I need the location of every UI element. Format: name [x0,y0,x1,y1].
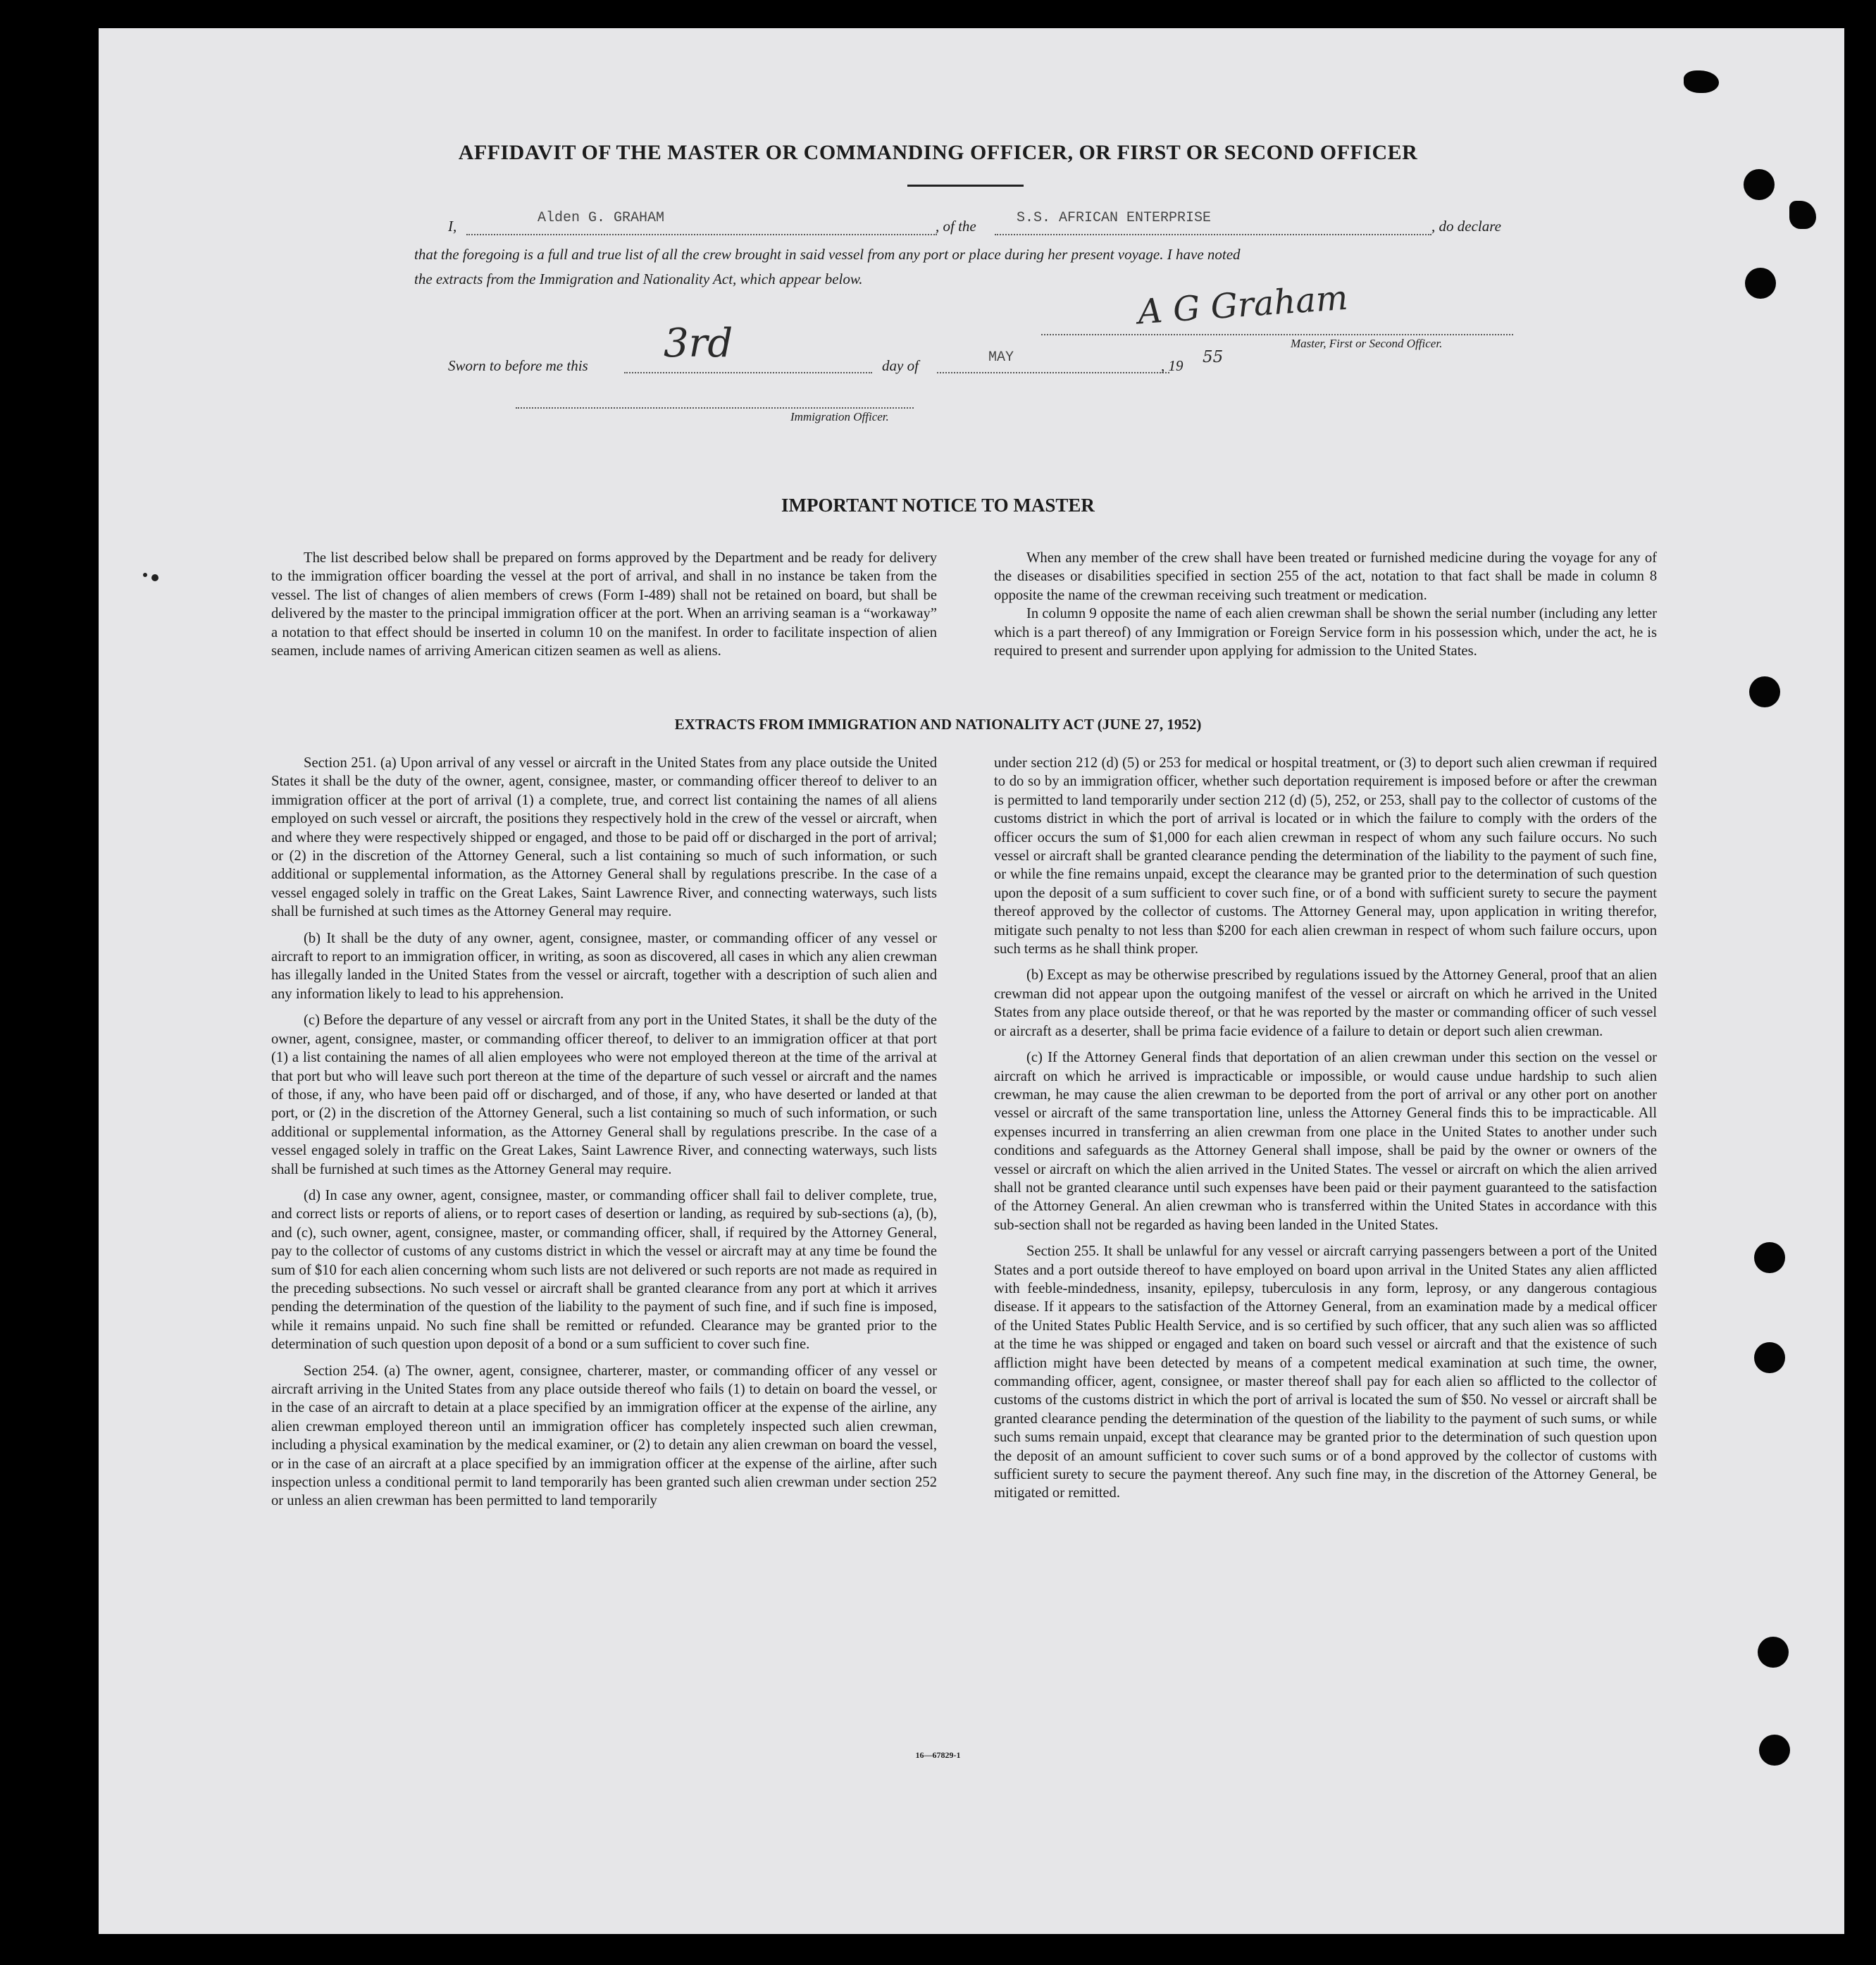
signature-caption: Master, First or Second Officer. [1291,337,1443,350]
punch-hole [1744,169,1775,200]
speck [143,573,147,577]
master-signature: A G Graham [1136,278,1350,333]
of-the-label: , of the [936,218,976,235]
section-251-c: (c) Before the departure of any vessel or aircraft from any port in the United States, it shall be the duty of the owner, agent, consignee, master, or commanding officer thereof, to deliver to an immigration officer at that port (1) a list containing the names of all alien employees who were not employed thereon at the time of the arrival at that port but who will leave such port thereon at the time of the departure of such vessel or aircraft and the names of those, if any, who have been paid off or discharged, and of those, if any, who have deserted or landed at that port, or (2) in the discretion of the Attorney General, such a list containing so much of such information, or such additional or supplemental information, as the Attorney General shall by regulations prescribe. In the case of a vessel engaged solely in traffic on the Great Lakes, Saint Lawrence River, and connecting waterways, such lists shall be furnished at such times as the Attorney General may require. [271,1012,937,1177]
vessel-name: S.S. AFRICAN ENTERPRISE [1017,210,1212,226]
punch-hole [1749,676,1780,707]
speck [151,574,159,581]
form-code: 16—67829-1 [915,1750,961,1760]
master-name: Alden G. GRAHAM [538,210,665,226]
notice-right-text-2: In column 9 opposite the name of each alien crewman shall be shown the serial number (including any letter which is a part thereof) of any Immigration or Foreign Service form in his possession which, under the act, he is required to present and surrender upon applying for admission to the United States. [994,606,1657,659]
declaration-line-2: that the foregoing is a full and true list of all the crew brought in said vessel from any port or place during her present voyage. I have noted [414,246,1241,263]
notice-right-column [994,549,1657,660]
declaration-line-3: the extracts from the Immigration and Nationality Act, which appear below. [414,271,863,287]
extracts-right-column [994,754,1657,1503]
section-254-b: (b) Except as may be otherwise prescribed by regulations issued by the Attorney General, proof that an alien crewman did not appear upon the outgoing manifest of the vessel or aircraft on which he arrived in the United States from any place outside thereof, or that he was reported by the master or commanding officer of such vessel or aircraft as a deserter, shall be prima facie evidence of a failure to detain or deport such alien crewman. [994,967,1657,1039]
notice-right-text-1: When any member of the crew shall have been treated or furnished medicine during the voyage for any of the diseases or disabilities specified in section 255 of the act, notation to that fact shall be made in column 8 opposite the name of the crewman receiving such treatment or medication. [994,550,1657,603]
section-254-a-continued: under section 212 (d) (5) or 253 for medical or hospital treatment, or (3) to deport such alien crewman if required to do so by an immigration officer, whether such deportation requirement is imposed before or after the crewman is permitted to land temporarily under section 212 (d) (5), 252, or 253, shall pay to the collector of customs of the customs district in which the port of arrival is located or in which the failure to comply with the orders of the officer occurs the sum of $1,000 for each alien crewman in respect of whom any such failure occurs. No such vessel or aircraft shall be granted clearance pending the determination of the liability to the payment of such fine, or while the fine remains unpaid, except the clearance may be granted prior to the determination of such question upon the deposit of a sum sufficient to cover such fine, or of a bond with sufficient surety to secure the payment thereof approved by the collector of customs. The Attorney General may, upon application in writing therefor, mitigate such penalty to not less than $200 for each alien crewman in respect of whom such failure occurs, upon such terms as he shall think proper. [994,755,1657,957]
sworn-day: 3rd [664,321,733,366]
section-254-c: (c) If the Attorney General finds that deportation of an alien crewman under this section on the vessel or aircraft on which he arrived is impracticable or impossible, or would cause undue hardship to such alien crewman, he may cause the alien crewman to be deported from the port of arrival or any other port on another vessel or aircraft of the same transportation line, unless the Attorney General finds this to be impracticable. All expenses incurred in transferring an alien crewman from one place in the United States to another under such conditions and safeguards as the Attorney General shall impose, shall be paid by the owner or owners of the vessel or aircraft on which the alien arrived in the United States. The vessel or aircraft on which the alien arrived shall not be granted clearance until such expenses have been paid or their payment guaranteed to the satisfaction of the Attorney General. An alien crewman who is transferred within the United States in accordance with this sub-section shall not be regarded as having been landed in the United States. [994,1050,1657,1233]
sworn-day-line [624,372,872,373]
section-254-a: Section 254. (a) The owner, agent, consignee, charterer, master, or commanding officer of any vessel or aircraft arriving in the United States from any place outside thereof who fails (1) to detain on board the vessel, or in the case of an aircraft to detain at a place specified by an immigration officer at the expense of the airline, any alien crewman employed thereon until an immigration officer has completely inspected such alien crewman, including a physical examination by the medical examiner, or (2) to detain any alien crewman on board the vessel, or in the case of an aircraft at a place specified by an immigration officer at the expense of the airline, after such inspection unless a conditional permit to land temporarily has been granted such alien crewman under section 252 or unless an alien crewman has been permitted to land temporarily [271,1363,937,1509]
extracts-heading: EXTRACTS FROM IMMIGRATION AND NATIONALITY ACT (JUNE 27, 1952) [674,716,1202,733]
i-label: I, [448,218,457,235]
torn-mark [1684,70,1719,93]
section-251-b: (b) It shall be the duty of any owner, agent, consignee, master, or commanding officer of any vessel or aircraft to report to an immigration officer, in writing, as soon as discovered, all cases in which any alien crewman has illegally landed in the United States from the vessel or aircraft, together with a description of such alien and any information likely to lead to his apprehension. [271,930,937,1002]
sworn-year: 55 [1203,348,1224,366]
section-251-d: (d) In case any owner, agent, consignee, master, or commanding officer shall fail to deliver complete, true, and correct lists or reports of aliens, or to report cases of desertion or landing, as required by sub-sections (a), (b), and (c), such owner, agent, consignee, master, or commanding officer, shall, if required by the Attorney General, pay to the collector of customs of any customs district in which the vessel or aircraft may at any time be found the sum of $10 for each alien concerning whom such lists are not delivered or such reports are not made as required in the preceding subsections. No such vessel or aircraft shall be granted clearance from any port at which it arrives pending the determination of the question of the liability to the payment of such fine, and if such fine is imposed, while it remains unpaid. No such fine shall be remitted or refunded. Clearance may be granted prior to the determination of such question upon deposit of a bond or a sum sufficient to cover such fine. [271,1187,937,1353]
punch-hole [1745,268,1776,299]
year-prefix: , 19 [1161,357,1184,374]
sworn-label: Sworn to before me this [448,357,588,374]
section-251-a: Section 251. (a) Upon arrival of any vessel or aircraft in the United States from any place outside the United States it shall be the duty of the owner, agent, consignee, master, or commanding officer thereof to deliver to an immigration officer at the port of arrival (1) a complete, true, and correct list containing the names of all aliens employed on such vessel or aircraft, the positions they respectively hold in the crew of the vessel or aircraft, when and where they were respectively shipped or engaged, and those to be paid off or discharged in the port of arrival; or (2) in the discretion of the Attorney General, such a list containing so much of such information, or such additional or supplemental information, as the Attorney General shall by regulations prescribe. In the case of a vessel engaged solely in traffic on the Great Lakes, Saint Lawrence River, and connecting waterways, such lists shall be furnished at such times as the Attorney General may require. [271,755,937,920]
punch-hole [1754,1242,1785,1273]
title-rule [907,185,1024,187]
section-255: Section 255. It shall be unlawful for any vessel or aircraft carrying passengers between a port of the United States and a port outside thereof to have employed on board upon arrival in the United States any alien afflicted with feeble-mindedness, insanity, epilepsy, tuberculosis in any form, leprosy, or any dangerous contagious disease. If it appears to the satisfaction of the Attorney General, from an examination made by a medical officer of the United States Public Health Service, and is so certified by such officer, that any such alien was so afflicted at the time he was shipped or engaged and taken on board such vessel or aircraft and that the existence of such affliction might have been detected by means of a competent medical examination at such time, the owner, commanding officer, agent, consignee, or master thereof shall pay for each alien so afflicted to the collector of customs of the customs district in which the port of arrival is located the sum of $50. No vessel or aircraft shall be granted clearance pending the determination of the question of the liability to the payment of such sums, or while such sums remain unpaid, except that clearance may be granted prior to the determination of such question upon the deposit of an amount sufficient to cover such sums or of a bond approved by the collector of customs with sufficient surety to secure the payment thereof. Any such fine may, in the discretion of the Attorney General, be mitigated or remitted. [994,1244,1657,1501]
name-line [466,234,937,235]
sworn-month: MAY [988,349,1014,366]
declare-label: , do declare [1431,218,1501,235]
vessel-line [995,234,1431,235]
notice-heading: IMPORTANT NOTICE TO MASTER [781,495,1095,516]
punch-hole [1758,1637,1789,1668]
officer-signature-line [516,407,914,409]
month-line [937,372,1169,373]
notice-left-column [271,549,937,660]
day-of-label: day of [882,357,919,374]
signature-line [1041,334,1513,335]
affidavit-title: AFFIDAVIT OF THE MASTER OR COMMANDING OFFICER, OR FIRST OR SECOND OFFICER [458,141,1418,164]
extracts-left-column [271,754,937,1511]
notice-left-text: The list described below shall be prepared on forms approved by the Department and be ready for delivery to the immigration officer boarding the vessel at the port of arrival, and shall in no instance be taken from the vessel. The list of changes of alien members of crews (Form I-489) shall not be retained on board, but shall be delivered by the master to the principal immigration officer at the port. When an arriving seaman is a “workaway” a notation to that effect should be inserted in column 10 on the manifest. In order to facilitate inspection of alien seamen, include names of arriving American citizen seamen as well as aliens. [271,550,937,659]
punch-hole [1754,1342,1785,1373]
officer-caption: Immigration Officer. [790,410,889,423]
